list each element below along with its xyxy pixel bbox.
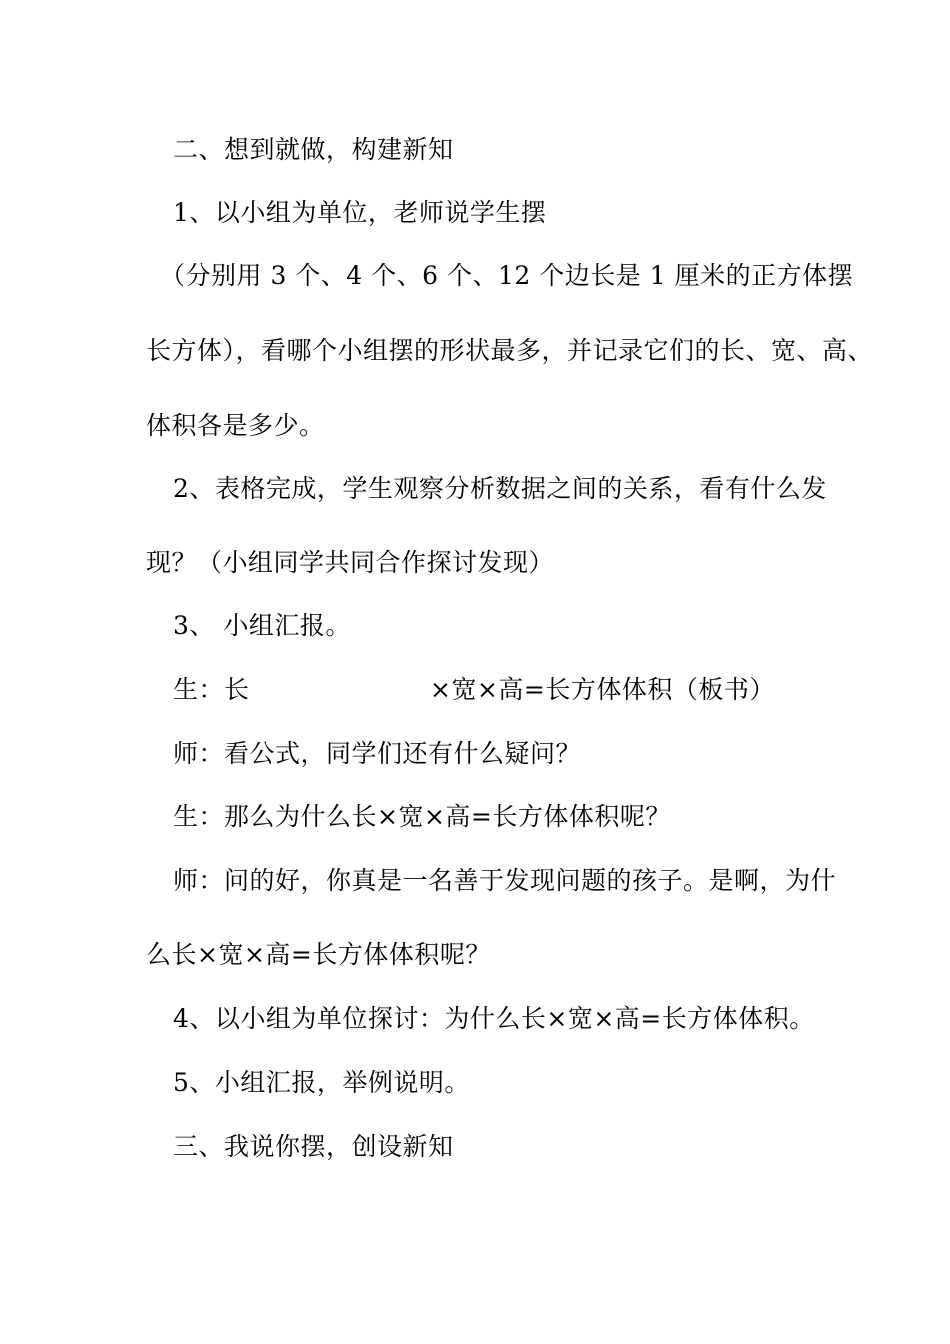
- formula-board-text: ×宽×高=长方体体积（板书）: [430, 675, 775, 704]
- section-heading-two: 二、想到就做，构建新知: [173, 135, 454, 164]
- step-2-line-2: 现？（小组同学共同合作探讨发现）: [146, 548, 555, 577]
- step-3-title: 3、 小组汇报。: [173, 611, 351, 640]
- step-1-detail-line-3: 体积各是多少。: [146, 411, 325, 440]
- step-1-detail-line-2: 长方体），看哪个小组摆的形状最多，并记录它们的长、宽、高、: [146, 336, 874, 365]
- teacher-reply-line-1: 师：问的好，你真是一名善于发现问题的孩子。是啊，为什: [173, 866, 837, 895]
- teacher-question: 师：看公式，同学们还有什么疑问？: [173, 739, 582, 768]
- section-heading-three: 三、我说你摆，创设新知: [173, 1132, 454, 1161]
- step-1-title: 1、以小组为单位，老师说学生摆: [173, 198, 547, 227]
- student-question: 生：那么为什么长×宽×高=长方体体积呢？: [173, 802, 671, 831]
- step-5: 5、小组汇报，举例说明。: [173, 1068, 470, 1097]
- step-2-line-1: 2、表格完成，学生观察分析数据之间的关系，看有什么发: [173, 474, 827, 503]
- teacher-reply-line-2: 么长×宽×高=长方体体积呢？: [146, 940, 491, 969]
- student-answer-prefix: 生：长: [173, 675, 250, 704]
- step-1-detail-line-1: （分别用 3 个、4 个、6 个、12 个边长是 1 厘米的正方体摆: [160, 261, 854, 290]
- step-4: 4、以小组为单位探讨：为什么长×宽×高=长方体体积。: [173, 1004, 815, 1033]
